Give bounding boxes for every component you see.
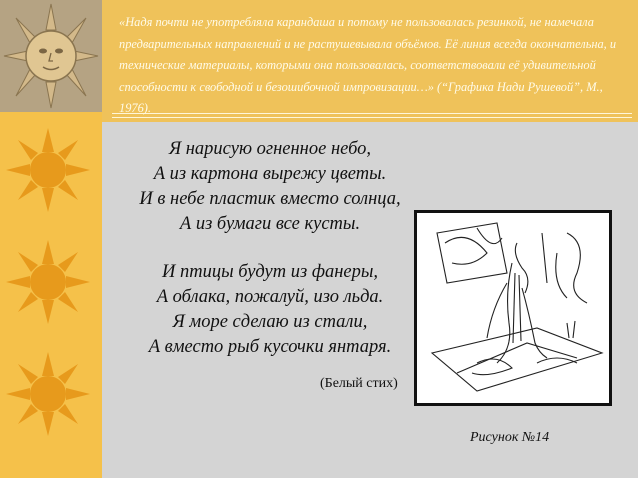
- poem-line: И птицы будут из фанеры,: [161, 262, 379, 282]
- sun-icon: [6, 352, 90, 436]
- poem-line: А из бумаги все кусты.: [179, 214, 361, 234]
- poem-line: А облака, пожалуй, изо льда.: [156, 287, 384, 307]
- sketch-image: [414, 210, 612, 406]
- poem-stanza-1: [110, 137, 430, 237]
- poem-line: И в небе пластик вместо солнца,: [139, 189, 401, 209]
- poem-line: Я нарисую огненное небо,: [168, 139, 372, 159]
- sun-icon: [6, 128, 90, 212]
- poem-line: А из картона вырежу цветы.: [153, 164, 387, 184]
- sun-medallion-image: [0, 0, 102, 112]
- decorative-sidebar: [0, 0, 102, 478]
- figure-caption: Рисунок №14: [470, 430, 550, 445]
- quote-text: «Надя почти не употребляла карандаша и потому не пользовалась резинкой, не намечала предварительных направлений и не растушевывала объёмов. Её линия всегда окончательна, и технические материалы, которыми она пользовалась, соответствовали её удивительной способности к свободной и безошибочной импровизации…» (“Графика Нади Рушевой”, М., 1976).: [119, 15, 617, 115]
- sun-icon: [6, 240, 90, 324]
- poem-note: (Белый стих): [320, 376, 398, 391]
- poem-stanza-2: [110, 260, 430, 360]
- poem-line: А вместо рыб кусочки янтаря.: [148, 337, 392, 357]
- poem-line: Я море сделаю из стали,: [172, 312, 368, 332]
